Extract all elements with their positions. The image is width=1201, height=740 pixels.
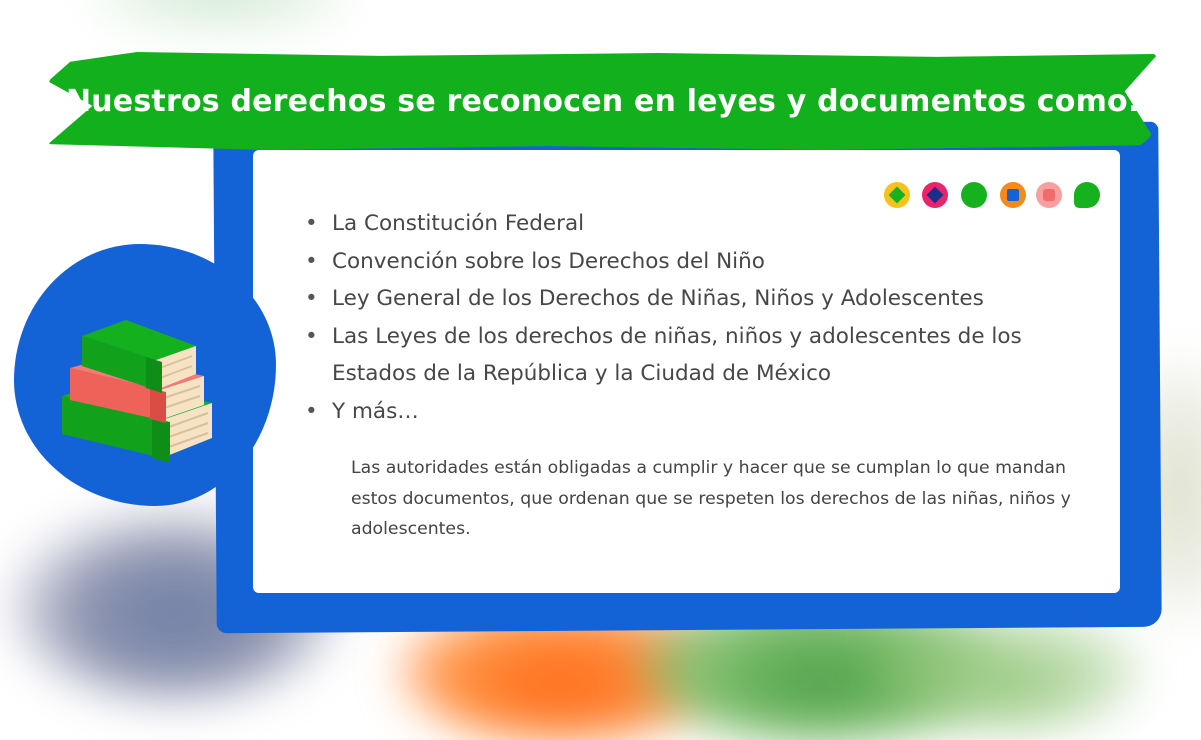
dot-inner-diamond <box>927 187 944 204</box>
list-item: • Convención sobre los Derechos del Niño <box>305 243 1095 281</box>
list-item: • Las Leyes de los derechos de niñas, niños y adolescentes de los Estados de la República y la Ciudad de México <box>305 318 1095 393</box>
list-item: • La Constitución Federal <box>305 205 1095 243</box>
dot-inner-square <box>1043 189 1055 201</box>
rights-list <box>305 205 1095 430</box>
dot-inner-diamond <box>889 187 906 204</box>
books-stack-icon <box>52 308 222 473</box>
dot-inner-square <box>1007 189 1019 201</box>
authorities-note: Las autoridades están obligadas a cumplir y hacer que se cumplan lo que mandan estos documentos, que ordenan que se respeten los derechos de las niñas, niños y adolescentes. <box>351 458 1071 539</box>
list-item: • Ley General de los Derechos de Niñas, Niños y Adolescentes <box>305 280 1095 318</box>
page-title: Nuestros derechos se reconocen en leyes y documentos como: <box>65 84 1141 119</box>
watercolor-wash-top <box>90 0 350 30</box>
list-item: • Y más… <box>305 393 1095 431</box>
